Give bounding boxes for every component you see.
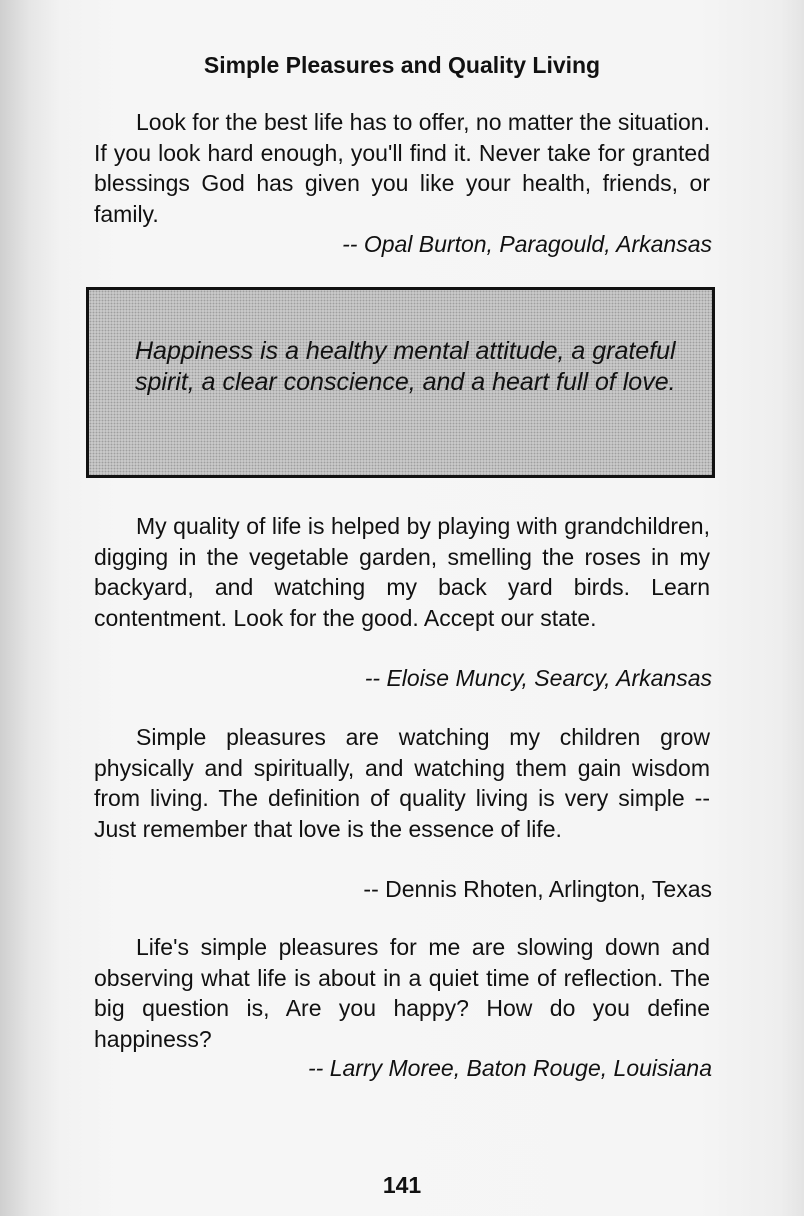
highlight-quote-box	[86, 287, 715, 478]
entry-paragraph: Life's simple pleasures for me are slowing down and observing what life is about in a quiet time of reflection. The big question is, Are you happy? How do you define happiness?	[94, 934, 710, 1052]
highlight-quote: Happiness is a healthy mental attitude, a grateful spirit, a clear conscience, and a heart full of love.	[135, 337, 676, 396]
entry-attribution: -- Larry Moree, Baton Rouge, Louisiana	[308, 1055, 712, 1081]
entry-attribution: -- Opal Burton, Paragould, Arkansas	[342, 231, 712, 257]
entry-paragraph: Look for the best life has to offer, no matter the situation. If you look hard enough, you'll find it. Never take for granted blessings God has given you like your health, friends, or family.	[94, 109, 710, 227]
entry-attribution: -- Eloise Muncy, Searcy, Arkansas	[364, 665, 712, 691]
entry-paragraph: My quality of life is helped by playing with grandchildren, digging in the vegetable garden, smelling the roses in my backyard, and watching my back yard birds. Learn contentment. Look for the good. Accept our state.	[94, 513, 710, 631]
entry-attribution: -- Dennis Rhoten, Arlington, Texas	[363, 876, 712, 902]
page-title: Simple Pleasures and Quality Living	[203, 52, 601, 78]
entry-paragraph: Simple pleasures are watching my children grow physically and spiritually, and watching them gain wisdom from living. The definition of quality living is very simple -- Just remember that love is the essence of life.	[94, 724, 710, 842]
page-number: 141	[382, 1172, 422, 1198]
